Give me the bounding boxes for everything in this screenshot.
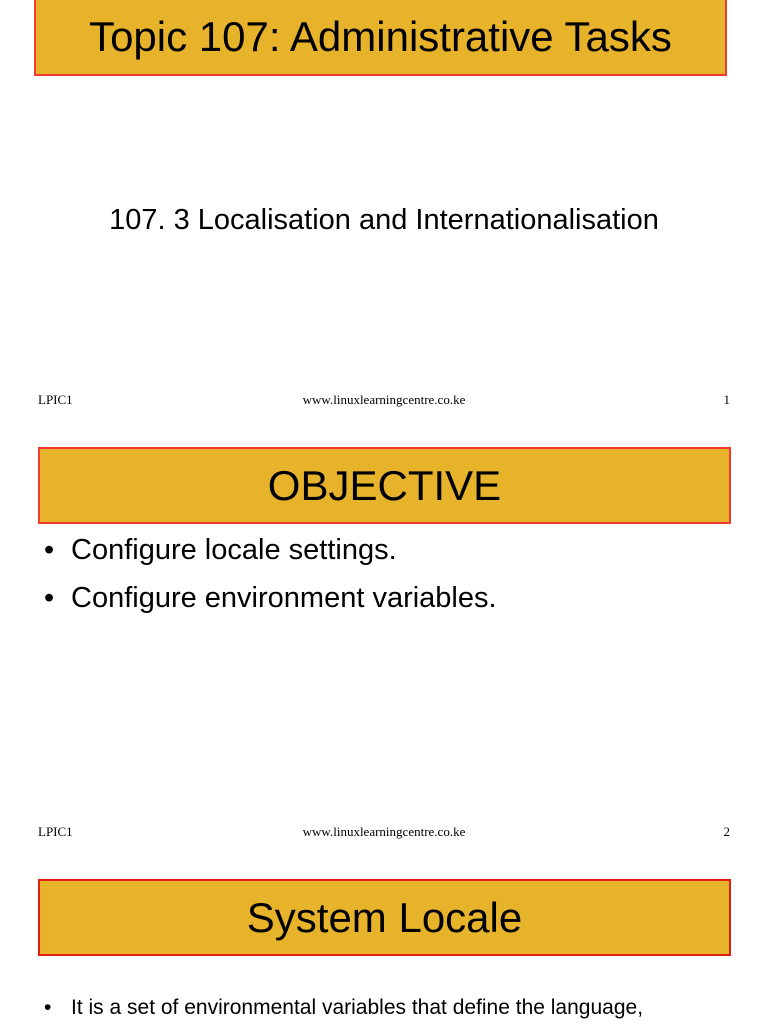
slide-2-title-banner xyxy=(38,447,731,524)
footer-website: www.linuxlearningcentre.co.ke xyxy=(302,392,466,407)
slide-3-title-banner xyxy=(38,879,731,956)
footer-page-number: 1 xyxy=(723,392,730,407)
list-item xyxy=(44,995,711,1021)
slide-1-footer xyxy=(38,392,730,410)
slide-3-title: System Locale xyxy=(246,893,523,941)
list-item xyxy=(44,532,497,580)
list-item xyxy=(44,580,497,628)
slide-1-subtitle: 107. 3 Localisation and Internationalisation xyxy=(109,204,659,236)
footer-course-label: LPIC1 xyxy=(38,824,73,839)
slide-1-title: Topic 107: Administrative Tasks xyxy=(89,13,672,60)
bullet-icon: • xyxy=(44,582,55,614)
footer-course-label: LPIC1 xyxy=(38,392,73,407)
bullet-icon: • xyxy=(44,996,52,1019)
slide-2-bullet-list xyxy=(44,532,497,628)
slide-2-footer xyxy=(38,824,730,842)
footer-page-number: 2 xyxy=(723,824,730,839)
slide-3-bullet-list xyxy=(44,995,711,1021)
footer-website: www.linuxlearningcentre.co.ke xyxy=(302,824,466,839)
bullet-text: It is a set of environmental variables that define the language, xyxy=(71,996,644,1019)
bullet-icon: • xyxy=(44,534,55,566)
slide-1-title-banner xyxy=(34,0,727,76)
bullet-text: Configure environment variables. xyxy=(71,582,497,614)
bullet-text: Configure locale settings. xyxy=(71,534,397,566)
slide-2-title: OBJECTIVE xyxy=(267,461,502,509)
